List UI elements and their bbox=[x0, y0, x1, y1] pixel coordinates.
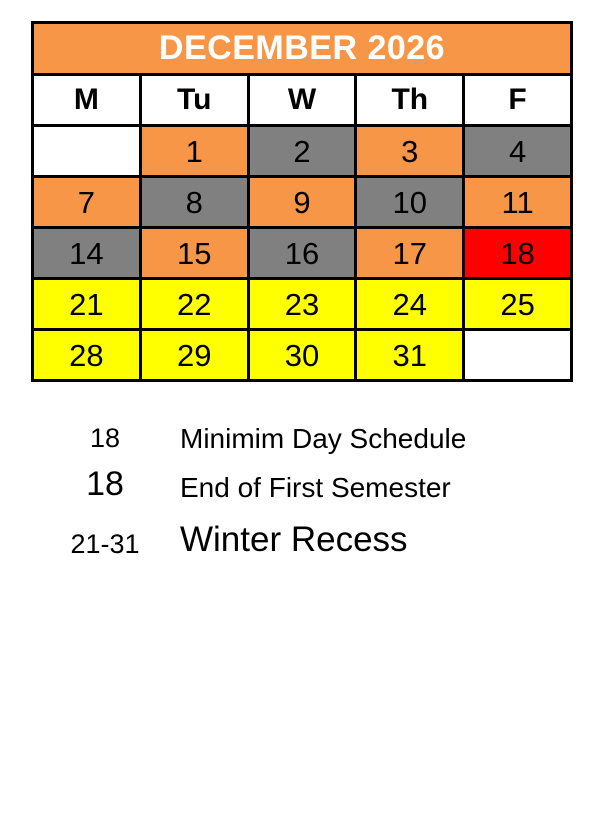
day-cell-11: 11 bbox=[465, 178, 570, 226]
day-cell-9: 9 bbox=[250, 178, 355, 226]
day-cell-25: 25 bbox=[465, 280, 570, 328]
day-cell-4: 4 bbox=[465, 127, 570, 175]
legend-row bbox=[0, 467, 603, 503]
day-cell-1: 1 bbox=[142, 127, 247, 175]
day-cell-28: 28 bbox=[34, 331, 139, 379]
weekday-header-wednesday: W bbox=[250, 76, 355, 124]
day-cell-2: 2 bbox=[250, 127, 355, 175]
calendar-title: DECEMBER 2026 bbox=[34, 24, 570, 76]
day-cell-31: 31 bbox=[357, 331, 462, 379]
weekday-header-tuesday: Tu bbox=[142, 76, 247, 124]
day-cell-22: 22 bbox=[142, 280, 247, 328]
day-cell-24: 24 bbox=[357, 280, 462, 328]
weekday-header-friday: F bbox=[465, 76, 570, 124]
legend-row bbox=[0, 520, 603, 560]
day-cell-30: 30 bbox=[250, 331, 355, 379]
day-cell-10: 10 bbox=[357, 178, 462, 226]
weekday-header-monday: M bbox=[34, 76, 139, 124]
calendar-grid bbox=[34, 76, 570, 379]
empty-day-cell bbox=[34, 127, 139, 175]
day-cell-7: 7 bbox=[34, 178, 139, 226]
calendar bbox=[31, 21, 573, 382]
legend-date: 21-31 bbox=[70, 529, 140, 559]
day-cell-29: 29 bbox=[142, 331, 247, 379]
legend-description: Minimim Day Schedule bbox=[180, 423, 467, 454]
day-cell-16: 16 bbox=[250, 229, 355, 277]
weekday-header-thursday: Th bbox=[357, 76, 462, 124]
day-cell-3: 3 bbox=[357, 127, 462, 175]
day-cell-17: 17 bbox=[357, 229, 462, 277]
day-cell-14: 14 bbox=[34, 229, 139, 277]
legend-description: End of First Semester bbox=[180, 472, 451, 503]
legend-description: Winter Recess bbox=[180, 520, 408, 559]
day-cell-18: 18 bbox=[465, 229, 570, 277]
legend-date: 18 bbox=[86, 465, 124, 503]
legend-date: 18 bbox=[89, 423, 121, 453]
day-cell-23: 23 bbox=[250, 280, 355, 328]
day-cell-15: 15 bbox=[142, 229, 247, 277]
empty-day-cell bbox=[465, 331, 570, 379]
legend-row bbox=[0, 423, 603, 453]
day-cell-8: 8 bbox=[142, 178, 247, 226]
day-cell-21: 21 bbox=[34, 280, 139, 328]
